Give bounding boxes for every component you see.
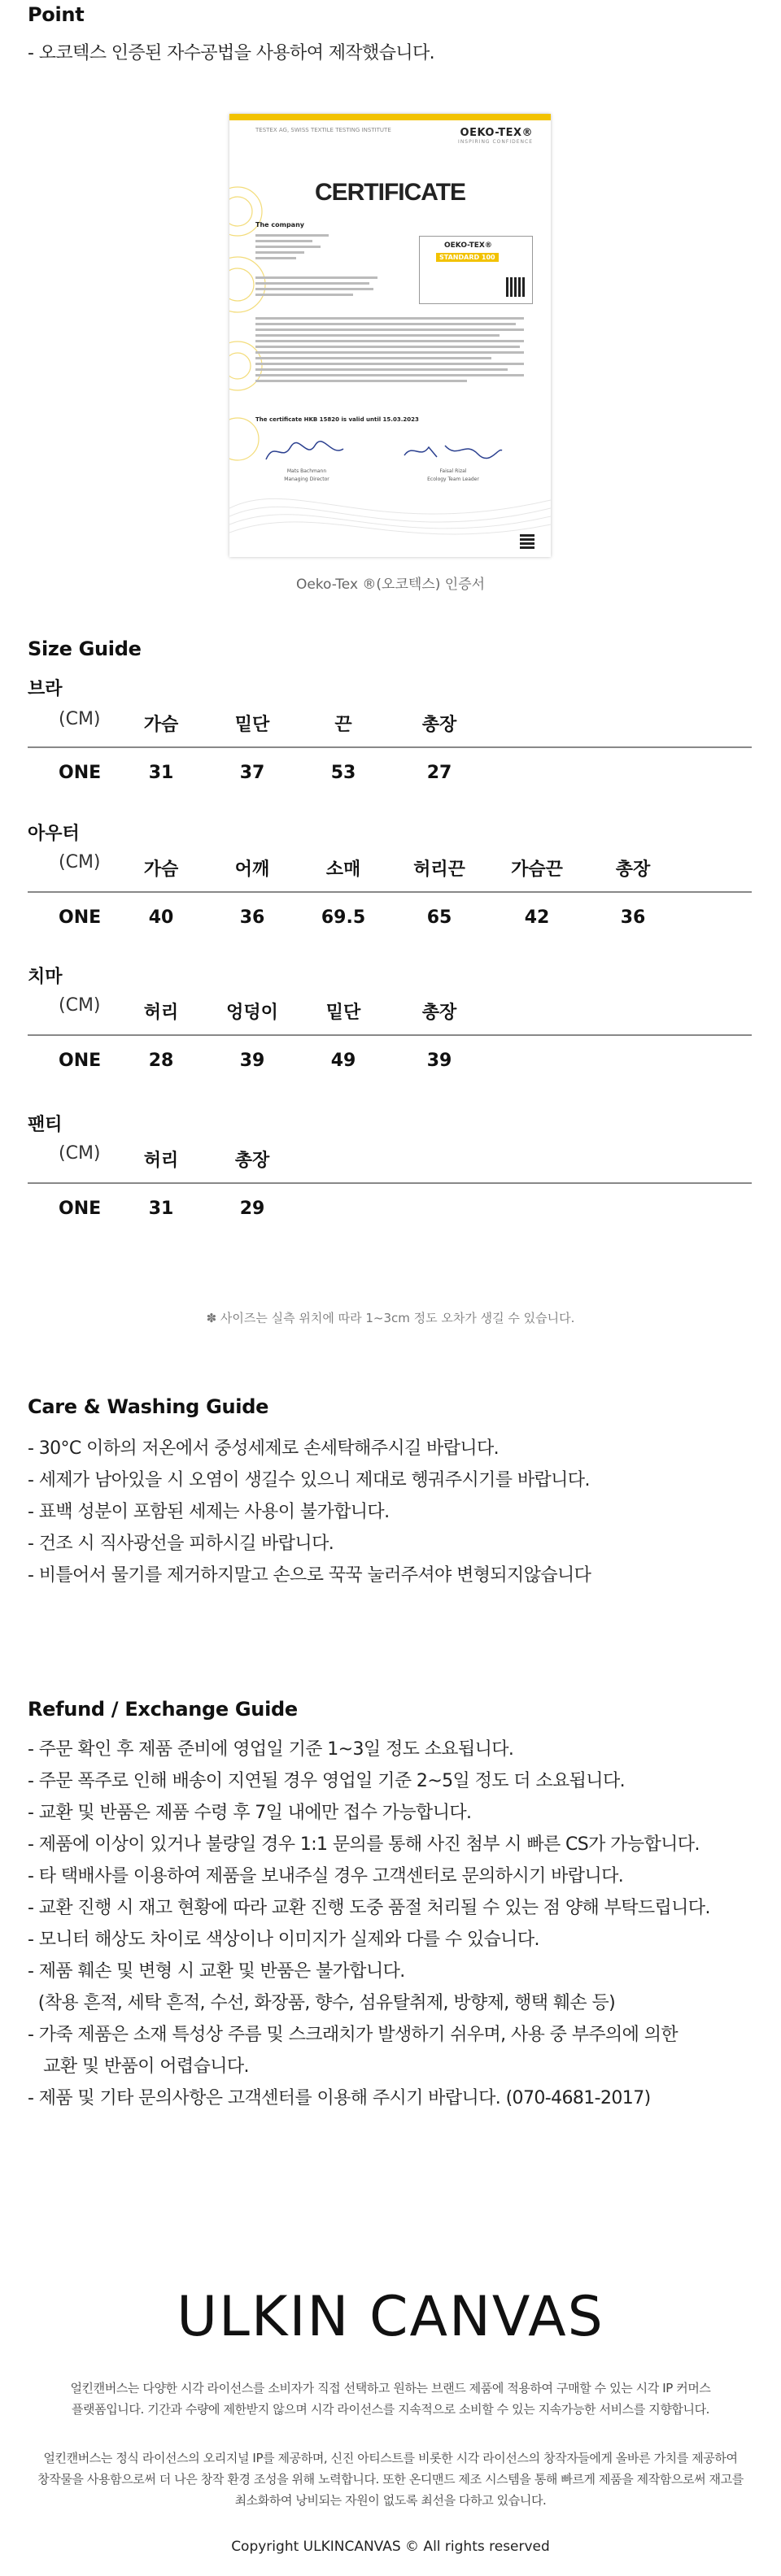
size-guide-title: Size Guide: [28, 637, 142, 660]
skirt-header: 엉덩이: [226, 1003, 278, 1023]
oeko-tex-logo-sub: INSPIRING CONFIDENCE: [458, 139, 533, 145]
refund-item: - 제품에 이상이 있거나 불량일 경우 1:1 문의를 통해 사진 첨부 시 빠른 CS가 가능합니다.: [28, 1834, 700, 1855]
certificate-caption: Oeko-Tex ®(오코텍스) 인증서: [295, 577, 486, 593]
signer-2-name: Faisal Rizal: [439, 468, 467, 474]
outer-value: 36: [620, 907, 646, 928]
bra-unit: (CM): [59, 709, 101, 729]
certificate-authorization-lines: [255, 276, 377, 299]
skirt-header: 허리: [143, 1003, 179, 1023]
refund-item: - 타 택배사를 이용하여 제품을 보내주실 경우 고객센터로 문의하시기 바랍니다.: [28, 1866, 624, 1886]
certificate-wave-pattern: [229, 459, 551, 557]
certificate-image: [229, 114, 551, 557]
outer-header: 총장: [615, 859, 651, 880]
refund-title: Refund / Exchange Guide: [28, 1698, 298, 1721]
bra-row-label: ONE: [59, 763, 102, 783]
signer-2-role: Ecology Team Leader: [427, 476, 479, 482]
brand-description-2: [24, 2448, 757, 2511]
brand-description-line: 얼킨캔버스는 다양한 시각 라이선스를 소비자가 직접 선택하고 원하는 브랜드 제품에 적용하여 구매할 수 있는 시각 IP 커머스: [70, 2381, 711, 2395]
bra-category: 브라: [28, 679, 63, 699]
point-text: - 오코텍스 인증된 자수공법을 사용하여 제작했습니다.: [28, 43, 435, 63]
point-title: Point: [28, 3, 85, 26]
signature-2: [400, 439, 506, 463]
certificate-title: CERTIFICATE: [314, 179, 466, 206]
panty-value: 31: [148, 1199, 174, 1219]
outer-value: 42: [524, 907, 550, 928]
certificate-qr-icon: [520, 534, 534, 549]
refund-item: - 가죽 제품은 소재 특성상 주름 및 스크래치가 발생하기 쉬우며, 사용 중 부주의에 의한: [28, 2025, 678, 2045]
outer-header: 가슴: [143, 859, 179, 880]
bra-header: 총장: [421, 715, 457, 735]
care-item: - 건조 시 직사광선을 피하시길 바랍니다.: [28, 1534, 334, 1554]
outer-value: 65: [426, 907, 452, 928]
skirt-header: 밑단: [325, 1003, 361, 1023]
bra-header: 가슴: [143, 715, 179, 735]
bra-value: 53: [330, 763, 356, 783]
standard-100-label: [419, 236, 533, 304]
brand-description-line: 얼킨캔버스는 정식 라이선스의 오리지널 IP를 제공하며, 신진 아티스트를 비롯한 시각 라이선스의 창작자들에게 올바른 가치를 제공하여: [43, 2451, 738, 2465]
care-item: - 표백 성분이 포함된 세제는 사용이 불가합니다.: [28, 1502, 390, 1522]
bra-header: 밑단: [234, 715, 270, 735]
bra-divider: [28, 746, 752, 748]
certificate-body-lines: [255, 317, 524, 385]
qr-code-icon: [506, 277, 526, 297]
refund-item: - 주문 폭주로 인해 배송이 지연될 경우 영업일 기준 2~5일 정도 더 소요됩니다.: [28, 1771, 625, 1791]
signer-1-role: Managing Director: [284, 476, 329, 482]
brand-logo: ULKIN CANVAS: [177, 2285, 604, 2349]
panty-value: 29: [239, 1199, 265, 1219]
panty-divider: [28, 1182, 752, 1184]
outer-header: 소매: [325, 859, 361, 880]
refund-item: (착용 흔적, 세탁 흔적, 수선, 화장품, 향수, 섬유탈취제, 방향제, 행택 훼손 등): [28, 1993, 616, 2013]
panty-header: 총장: [234, 1151, 270, 1171]
certificate-valid-line: The certificate HKB 15820 is valid until 15.03.2023: [255, 416, 419, 423]
oeko-tex-logo: [458, 127, 533, 145]
size-note: ✽ 사이즈는 실측 위치에 따라 1~3cm 정도 오차가 생길 수 있습니다.: [206, 1311, 575, 1325]
refund-item: - 모니터 해상도 차이로 색상이나 이미지가 실제와 다를 수 있습니다.: [28, 1930, 539, 1950]
skirt-row-label: ONE: [59, 1051, 102, 1071]
certificate-institute: TESTEX AG, SWISS TEXTILE TESTING INSTITUTE: [255, 127, 391, 133]
panty-unit: (CM): [59, 1143, 101, 1164]
refund-item: - 교환 진행 시 재고 현황에 따라 교환 진행 도중 품절 처리될 수 있는 점 양해 부탁드립니다.: [28, 1898, 710, 1918]
skirt-value: 49: [330, 1051, 356, 1071]
brand-description-line: 최소화하여 낭비되는 자원이 없도록 최선을 다하고 있습니다.: [234, 2493, 547, 2508]
panty-category: 팬티: [28, 1115, 63, 1135]
refund-item: - 제품 및 기타 문의사항은 고객센터를 이용해 주시기 바랍니다. (070-4681-2017): [28, 2088, 651, 2108]
care-item: - 30°C 이하의 저온에서 중성세제로 손세탁해주시길 바랍니다.: [28, 1438, 500, 1459]
standard-logo: OEKO-TEX®: [444, 242, 492, 250]
panty-header: 허리: [143, 1151, 179, 1171]
outer-value: 69.5: [321, 907, 366, 928]
certificate-top-bar: [229, 114, 551, 120]
care-item: - 세제가 남아있을 시 오염이 생길수 있으니 제대로 헹궈주시기를 바랍니다.: [28, 1470, 590, 1490]
signature-1: [262, 439, 351, 463]
brand-description-line: 창작물을 사용함으로써 더 나은 창작 환경 조성을 위해 노력합니다. 또한 온디맨드 제조 시스템을 통해 빠르게 제품을 제작함으로써 재고를: [37, 2472, 744, 2487]
certificate-address-lines: [255, 234, 337, 263]
outer-unit: (CM): [59, 852, 101, 872]
skirt-divider: [28, 1034, 752, 1036]
signer-1-name: Mats Bachmann: [286, 468, 327, 474]
outer-value: 36: [239, 907, 265, 928]
brand-description-1: [24, 2378, 757, 2420]
bra-value: 27: [426, 763, 452, 783]
skirt-value: 39: [426, 1051, 452, 1071]
skirt-unit: (CM): [59, 995, 101, 1016]
outer-header: 어깨: [234, 859, 270, 880]
refund-item: - 주문 확인 후 제품 준비에 영업일 기준 1~3일 정도 소요됩니다.: [28, 1739, 514, 1760]
outer-value: 40: [148, 907, 174, 928]
bra-value: 31: [148, 763, 174, 783]
refund-item: 교환 및 반품이 어렵습니다.: [28, 2056, 249, 2077]
outer-row-label: ONE: [59, 907, 102, 928]
certificate-company-label: The company: [255, 221, 304, 228]
panty-row-label: ONE: [59, 1199, 102, 1219]
skirt-value: 39: [239, 1051, 265, 1071]
outer-divider: [28, 891, 752, 893]
bra-value: 37: [239, 763, 265, 783]
refund-item: - 교환 및 반품은 제품 수령 후 7일 내에만 접수 가능합니다.: [28, 1803, 472, 1823]
bra-header: 끈: [334, 715, 352, 735]
skirt-value: 28: [148, 1051, 174, 1071]
skirt-header: 총장: [421, 1003, 457, 1023]
copyright: Copyright ULKINCANVAS © All rights reserved: [231, 2539, 550, 2555]
skirt-category: 치마: [28, 967, 63, 987]
care-item: - 비틀어서 물기를 제거하지말고 손으로 꾹꾹 눌러주셔야 변형되지않습니다: [28, 1565, 591, 1586]
outer-header: 허리끈: [413, 859, 465, 880]
care-title: Care & Washing Guide: [28, 1395, 269, 1418]
oeko-tex-logo-text: OEKO-TEX®: [460, 127, 533, 139]
brand-description-line: 플랫폼입니다. 기간과 수량에 제한받지 않으며 시각 라이선스를 지속적으로 소비할 수 있는 지속가능한 서비스를 지향합니다.: [71, 2402, 710, 2417]
outer-header: 가슴끈: [511, 859, 563, 880]
outer-category: 아우터: [28, 824, 80, 844]
refund-item: - 제품 훼손 및 변형 시 교환 및 반품은 불가합니다.: [28, 1961, 405, 1982]
standard-badge: STANDARD 100: [436, 253, 499, 262]
